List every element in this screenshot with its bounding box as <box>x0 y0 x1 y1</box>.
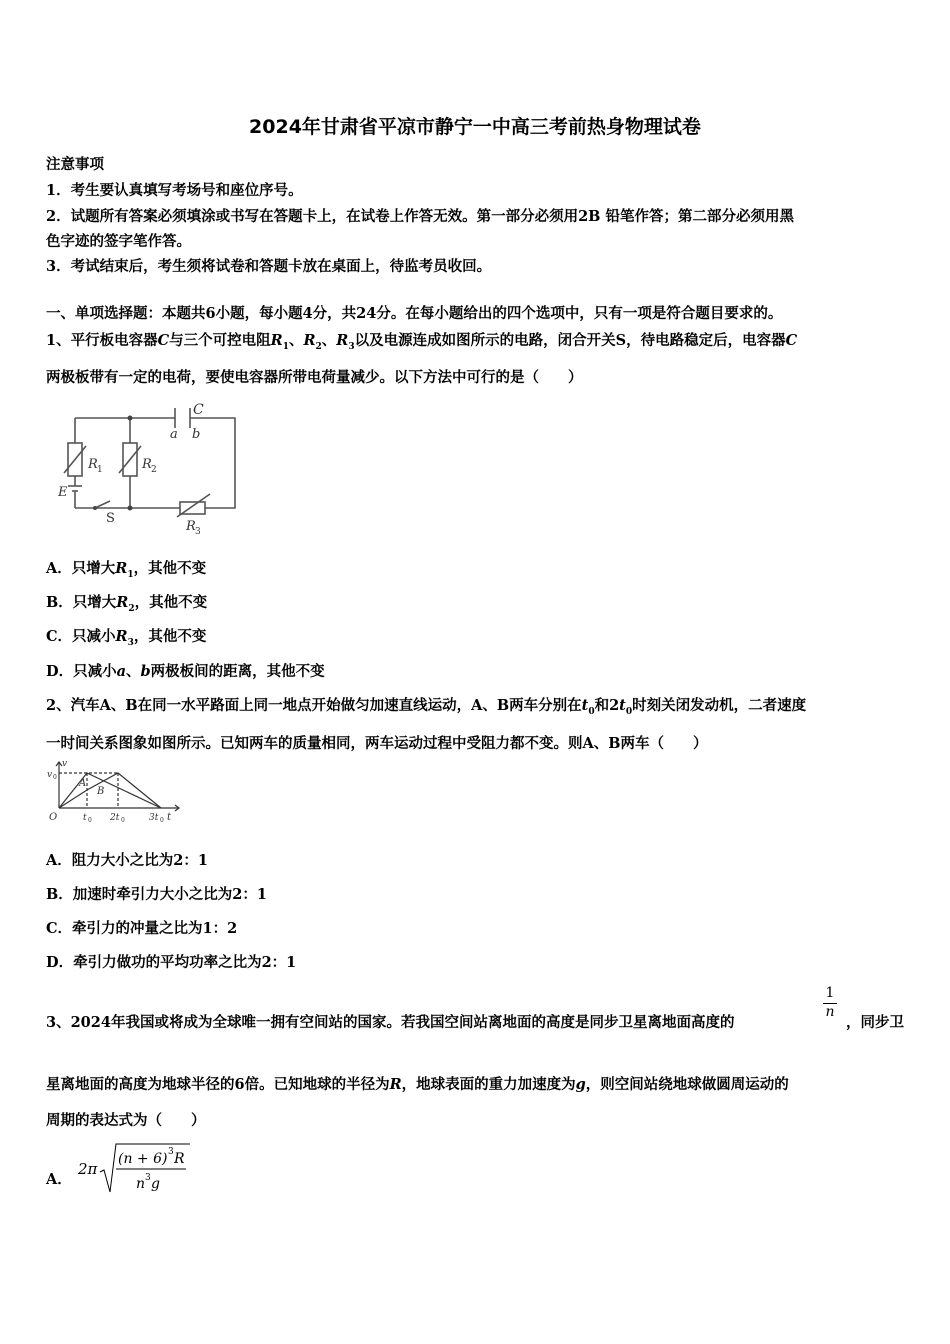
q3-fraction-num: 1 <box>823 985 837 1004</box>
tick-2t0-sub: 0 <box>121 817 125 824</box>
label-R1-sub: 1 <box>97 465 103 475</box>
label-R2-sub: 2 <box>151 465 157 475</box>
notice-item-3: 3．考试结束后，考生须将试卷和答题卡放在桌面上，待监考员收回。 <box>46 258 492 275</box>
label-R1: R <box>88 457 98 472</box>
label-b: b <box>192 427 201 442</box>
q1-option-c: C．只减小$R_3$，其他不变 <box>46 628 207 648</box>
notice-item-2: 2．试题所有答案必须填涂或书写在答题卡上，在试卷上作答无效。第一部分必须用2B 铅笔作答；第二部分必须用黑 <box>46 208 794 225</box>
B-label: B <box>97 786 105 797</box>
notice-item-2-cont: 色字迹的签字笔作答。 <box>46 233 191 250</box>
label-R2: R <box>142 457 152 472</box>
t-axis-label: t <box>167 812 172 823</box>
q3-stem-line1: 3、2024年我国或将成为全球唯一拥有空间站的国家。若我国空间站离地面的高度是同步卫星离地面高度的 <box>46 1014 735 1031</box>
label-R3: R <box>186 519 196 534</box>
q3-option-a-label: A． <box>46 1171 72 1188</box>
label-E: E <box>58 485 68 500</box>
q1-stem-line2: 两极板带有一定的电荷，要使电容器所带电荷量减少。以下方法中可行的是（ ） <box>46 369 583 386</box>
q1-option-b: B．只增大$R_2$，其他不变 <box>46 594 208 614</box>
q2-vt-chart <box>45 758 185 828</box>
q1-circuit-diagram <box>50 398 250 538</box>
formula-den-n: n <box>136 1176 146 1192</box>
q2-stem-line2: 一时间关系图象如图所示。已知两车的质量相同，两车运动过程中受阻力都不变。则A、B两车（ ） <box>46 735 708 752</box>
formula-coef: 2π <box>78 1160 98 1178</box>
v0-label: v <box>47 770 53 780</box>
section-heading: 一、单项选择题：本题共6小题，每小题4分，共24分。在每小题给出的四个选项中，只有一项是符合题目要求的。 <box>46 305 783 322</box>
notice-heading: 注意事项 <box>46 156 104 173</box>
q1-stem-line1: 1、平行板电容器C与三个可控电阻$R_1$、$R_2$、$R_3$以及电源连成如图所示的电路，闭合开关S，待电路稳定后，电容器C <box>46 332 798 352</box>
q2-option-a: A．阻力大小之比为2：1 <box>46 852 208 869</box>
q3-stem-line2: 星离地面的高度为地球半径的6倍。已知地球的半径为R，地球表面的重力加速度为g，则空间站绕地球做圆周运动的 <box>46 1076 789 1093</box>
v0-sub: 0 <box>53 774 57 781</box>
q3-stem-line1-end: ，同步卫 <box>846 1014 904 1031</box>
label-C: C <box>193 402 204 418</box>
q3-option-a-formula <box>74 1140 194 1200</box>
line-B <box>59 773 161 808</box>
notice-item-1: 1．考生要认真填写考场号和座位序号。 <box>46 182 303 199</box>
A-label: A <box>79 778 87 789</box>
q1-option-d: D．只减小a、b两极板间的距离，其他不变 <box>46 663 325 680</box>
tick-t0: t <box>83 813 87 823</box>
tick-3t0: 3t <box>149 813 159 823</box>
label-S: S <box>106 511 115 526</box>
q2-option-c: C．牵引力的冲量之比为1：2 <box>46 920 238 937</box>
q2-stem-line1: 2、汽车A、B在同一水平路面上同一地点开始做匀加速直线运动，A、B两车分别在$t_0$和$2t_0$时刻关闭发动机，二者速度 <box>46 697 807 717</box>
v-label: v <box>62 759 68 769</box>
line-A <box>59 773 161 808</box>
q2-option-d: D．牵引力做功的平均功率之比为2：1 <box>46 954 297 971</box>
origin-label: O <box>49 812 58 823</box>
label-R3-sub: 3 <box>195 527 201 537</box>
q3-stem-line3: 周期的表达式为（ ） <box>46 1112 206 1129</box>
formula-den-g: g <box>151 1176 160 1192</box>
label-a: a <box>170 427 178 442</box>
tick-t0-sub: 0 <box>88 817 92 824</box>
formula-num-exp: 3 <box>168 1147 174 1157</box>
q1-option-a: A．只增大$R_1$，其他不变 <box>46 560 207 580</box>
q3-fraction <box>823 985 837 1020</box>
q3-fraction-den: n <box>825 1004 835 1020</box>
tick-3t0-sub: 0 <box>160 817 164 824</box>
q2-option-b: B．加速时牵引力大小之比为2：1 <box>46 886 267 903</box>
formula-num-R: R <box>174 1151 185 1167</box>
page-title: 2024年甘肃省平凉市静宁一中高三考前热身物理试卷 <box>249 116 701 138</box>
formula-num: (n + 6) <box>118 1151 168 1167</box>
formula-den-exp: 3 <box>145 1173 151 1183</box>
tick-2t0: 2t <box>110 813 120 823</box>
